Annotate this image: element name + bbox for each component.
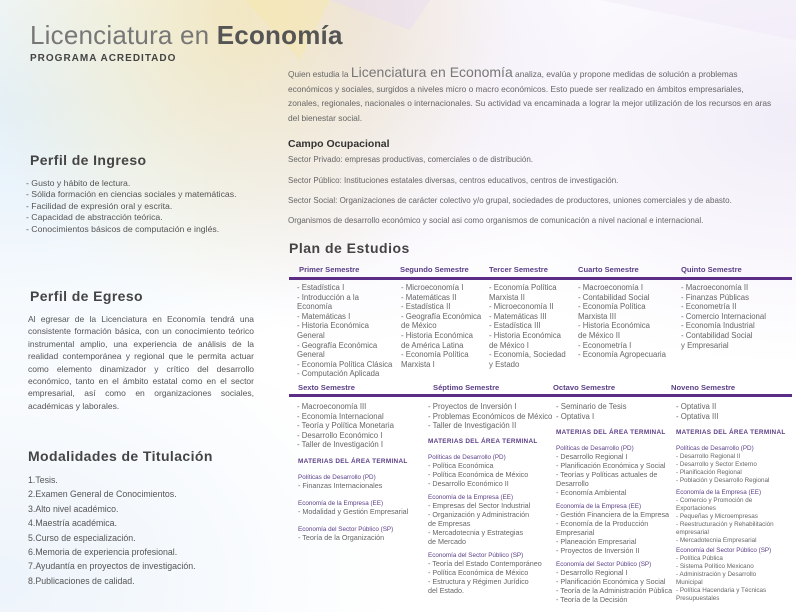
list-item: - Taller de Investigación II [428, 421, 517, 431]
campo-title: Campo Ocupacional [288, 138, 390, 150]
egreso-paragraph: Al egresar de la Licenciatura en Economía tendrá una consistente formación básica, con un conocimiento teórico instrumental amplio, una experiencia de análisis de la realidad contemporánea y regional que le permita actuar como elemento dinamizador y crítico del desarrollo económico, tanto en el ámbito estatal como en el sector empresarial, así como en organizaciones sociales, académicas y laborales. [28, 314, 254, 411]
semester-3-title: Tercer Semestre [489, 265, 548, 274]
list-item: - Mercadotecnia Empresarial [676, 537, 757, 544]
list-item: - Teoría de la Decisión [556, 594, 628, 604]
area-terminal-title: MATERIAS DEL ÁREA TERMINAL [676, 429, 786, 436]
list-item: - Optativa II [676, 402, 717, 411]
semester-8-title: Octavo Semestre [553, 383, 616, 392]
list-item: 2.Examen General de Conocimientos. [28, 489, 177, 500]
list-item: - Política Económica de México [428, 567, 529, 577]
list-item: - Economía Política Clásica [297, 359, 393, 369]
list-item: 7.Ayudantía en proyectos de investigación. [28, 561, 196, 572]
list-item: - Problemas Económicos de México [428, 411, 553, 421]
list-item: - Optativa I [556, 411, 595, 421]
list-item: - Planificación Económica y Social [556, 460, 666, 470]
list-item: 1.Tesis. [28, 475, 58, 485]
group-list [676, 497, 774, 545]
list-item: - Teoría de la Administración Pública [556, 585, 673, 595]
list-item: - Econometría I [578, 340, 632, 350]
list-item: Marxista III [578, 311, 617, 321]
list-item: Municipal [676, 579, 703, 586]
list-item: - Historia Económica [578, 321, 650, 331]
list-item: Presupuestales [676, 595, 720, 602]
list-item: - Macroeconomía II [681, 283, 749, 292]
list-item: - Microeconomía I [401, 283, 464, 292]
group-list [556, 453, 665, 498]
list-item: - Teoría de la Organización [298, 533, 385, 542]
semester-5-title: Quinto Semestre [681, 265, 742, 274]
list-item: - Población y Desarrollo Regional [676, 477, 770, 484]
group-title: Economía de la Empresa (EE) [676, 489, 762, 496]
semester-1-list [297, 283, 392, 379]
list-item: - Seminario de Tesis [556, 402, 627, 411]
list-item: - Economía Política [578, 302, 646, 312]
list-item: General [297, 330, 325, 340]
list-item: - Historia Económica [489, 330, 561, 340]
list-item: - Economía Política [489, 283, 557, 292]
list-item: - Economía Industrial [681, 321, 755, 331]
list-item: - Teoría del Estado Contemporáneo [428, 559, 542, 568]
list-item: - Finanzas Públicas [681, 292, 750, 302]
list-item: - Administración y Desarrollo [676, 571, 757, 578]
list-item: - Pequeñas y Microempresas [676, 513, 758, 520]
list-item: - Modalidad y Gestión Empresarial [298, 507, 409, 516]
list-item: - Geografía Económica [401, 311, 482, 321]
area-terminal-title: MATERIAS DEL ÁREA TERMINAL [556, 429, 666, 436]
list-item: - Desarrollo Económico II [428, 478, 509, 488]
group-title: Economía de la Empresa (EE) [298, 500, 384, 507]
semester-3-list [489, 283, 566, 369]
list-item: - Planeación Empresarial [556, 536, 637, 546]
semester-6-title: Sexto Semestre [298, 383, 355, 392]
list-item: - Política Económica [428, 461, 494, 470]
list-item: - Desarrollo Regional I [556, 568, 628, 577]
campo-item: Organismos de desarrollo económico y social asi como organismos de comunicación a nivel nacional e internacional. [288, 216, 704, 225]
semester-7-list [428, 402, 552, 431]
semester-4-list [578, 283, 666, 360]
group-list [676, 555, 766, 603]
list-item: de México I [489, 340, 529, 350]
modalidades-title: Modalidades de Titulación [28, 448, 213, 464]
list-item: - Proyectos de Inversión II [556, 545, 640, 555]
list-item: Economía [297, 302, 333, 312]
list-item: - Sistema Político Mexicano [676, 563, 754, 570]
egreso-title: Perfil de Egreso [30, 288, 143, 304]
list-item: - Gestión Financiera de la Empresa [556, 510, 670, 519]
list-item: - Microeconomía II [489, 302, 554, 312]
page-subtitle: PROGRAMA ACREDITADO [30, 53, 177, 64]
list-item: - Teorías y Políticas actuales de [556, 469, 658, 479]
group-list [428, 462, 528, 489]
campo-item: Sector Privado: empresas productivas, comerciales o de distribución. [288, 155, 533, 164]
list-item: - Empresas del Sector Industrial [428, 501, 531, 510]
group-list [676, 453, 769, 485]
list-item: de América Latina [401, 340, 464, 350]
list-item: - Estadística I [297, 283, 345, 292]
semester-2-title: Segundo Semestre [400, 265, 469, 274]
group-title: Políticas de Desarrollo (PD) [428, 454, 506, 461]
list-item: - Matemáticas I [297, 311, 351, 321]
list-item: - Economía Ambiental [556, 487, 627, 497]
list-item: - Economía Internacional [297, 411, 384, 421]
modalidades-list [28, 473, 196, 588]
list-item: - Economía Política [401, 350, 469, 360]
list-item: 5.Curso de especialización. [28, 532, 136, 543]
list-item: - Estadística III [489, 321, 541, 331]
semester-9-title: Noveno Semestre [671, 383, 736, 392]
list-item: de México II [578, 330, 621, 340]
list-item: - Macroeconomía I [578, 283, 643, 292]
list-item: - Estadística II [401, 302, 451, 312]
list-item: Exportaciones [676, 505, 716, 512]
list-item: - Contabilidad Social [578, 292, 650, 302]
list-item: de México [401, 321, 437, 331]
group-list [298, 534, 384, 543]
plan-divider [289, 277, 792, 280]
list-item: - Finanzas Internacionales [298, 481, 383, 490]
list-item: - Matemáticas III [489, 311, 547, 321]
list-item: de Mercado [428, 536, 466, 546]
group-list [298, 508, 408, 517]
semester-7-title: Séptimo Semestre [433, 383, 500, 392]
ingreso-list [26, 178, 258, 235]
list-item: Marxista II [489, 292, 525, 302]
list-item: y Empresarial [681, 340, 729, 350]
group-title: Políticas de Desarrollo (PD) [676, 445, 754, 452]
semester-1-title: Primer Semestre [299, 265, 360, 274]
semester-2-list [401, 283, 481, 369]
plan-divider [289, 394, 792, 397]
list-item: - Macroeconomía III [297, 402, 367, 411]
group-title: Economía del Sector Público (SP) [556, 561, 652, 568]
list-item: - Política Económica de México [428, 469, 529, 479]
list-item: - Planificación Regional [676, 469, 742, 476]
list-item: - Organización y Administración [428, 509, 530, 519]
list-item: - Proyectos de Inversión I [428, 402, 517, 411]
list-item: - Facilidad de expresión oral y escrita. [26, 200, 173, 211]
group-title: Políticas de Desarrollo (PD) [298, 474, 376, 481]
list-item: de Empresas [428, 518, 471, 528]
campo-item: Sector Social: Organizaciones de carácter colectivo y/o grupal, sociedades de productores, uniones comerciales y de abasto. [288, 196, 732, 205]
list-item: - Conocimientos básicos de computación e inglés. [26, 223, 220, 234]
area-terminal-title: MATERIAS DEL ÁREA TERMINAL [298, 458, 408, 465]
group-title: Políticas de Desarrollo (PD) [556, 445, 634, 452]
list-item: - Optativa III [676, 411, 719, 421]
group-list [428, 560, 542, 596]
list-item: Marxista I [401, 359, 435, 369]
semester-8-list [556, 402, 627, 421]
intro-paragraph: Quien estudia la Licenciatura en Economía analiza, evalúa y propone medidas de solución a problemas económicos y sociales, surgidos a niveles micro o macro económicos. Esto puede ser realizado en ámbitos empresariales, zonales, regionales, nacionales o internacionales. Su actividad va encaminada a lograr la mejor utilización de los recursos en aras del bienestar social. [288, 64, 772, 123]
campo-item: Sector Público: Instituciones estatales diversas, centros educativos, centros de investigación. [288, 176, 619, 185]
list-item: Empresarial [556, 527, 595, 537]
list-item: - Política Hacendaria y Técnicas [676, 587, 767, 594]
list-item: - Desarrollo Económico I [297, 430, 383, 440]
list-item: - Comercio y Promoción de [676, 497, 753, 504]
list-item: - Sólida formación en ciencias sociales y matemáticas. [26, 189, 237, 200]
list-item: - Historia Económica [401, 330, 473, 340]
group-list [556, 511, 669, 556]
group-list [428, 502, 530, 547]
list-item: Desarrollo [556, 478, 589, 488]
list-item: - Desarrollo Regional II [676, 453, 741, 460]
semester-4-title: Cuarto Semestre [578, 265, 639, 274]
group-list [556, 569, 672, 605]
semester-9-list [676, 402, 718, 421]
list-item: - Desarrollo Regional I [556, 452, 628, 461]
plan-title: Plan de Estudios [289, 240, 410, 256]
list-item: del Estado. [428, 585, 464, 595]
list-item: - Gusto y hábito de lectura. [26, 178, 131, 188]
list-item: - Taller de Investigación I [297, 440, 384, 450]
list-item: 3.Alto nivel académico. [28, 503, 119, 514]
semester-5-list [681, 283, 766, 350]
list-item: - Historia Económica [297, 321, 369, 331]
group-title: Economía de la Empresa (EE) [428, 494, 514, 501]
list-item: y Estado [489, 359, 520, 369]
list-item: - Reestructuración y Rehabilitación [676, 521, 774, 528]
list-item: - Mercadotecnia y Estrategias [428, 527, 524, 537]
list-item: - Planificación Económica y Social [556, 576, 666, 586]
list-item: - Capacidad de abstracción teórica. [26, 212, 163, 223]
list-item: - Computación Aplicada [297, 369, 380, 379]
group-title: Economía del Sector Público (SP) [428, 552, 524, 559]
group-list [298, 482, 382, 491]
list-item: - Contabilidad Social [681, 330, 753, 340]
group-title: Economía de la Empresa (EE) [556, 503, 642, 510]
list-item: - Matemáticas II [401, 292, 457, 302]
list-item: - Economía Agropecuaria [578, 350, 666, 360]
list-item: - Comercio Internacional [681, 311, 766, 321]
list-item: empresarial [676, 529, 709, 536]
list-item: - Economía, Sociedad [489, 350, 566, 360]
page-title: Licenciatura en Economía [30, 20, 343, 50]
list-item: General [297, 350, 325, 360]
list-item: - Desarrollo y Sector Externo [676, 461, 757, 468]
list-item: 8.Publicaciones de calidad. [28, 575, 135, 586]
list-item: - Econometría II [681, 302, 737, 312]
list-item: 4.Maestría académica. [28, 518, 117, 529]
semester-6-list [297, 402, 394, 450]
list-item: - Economía de la Producción [556, 518, 649, 528]
list-item: - Introducción a la [297, 292, 359, 302]
list-item: 6.Memoria de experiencia profesional. [28, 547, 178, 558]
list-item: - Geografía Económica [297, 340, 378, 350]
area-terminal-title: MATERIAS DEL ÁREA TERMINAL [428, 438, 538, 445]
ingreso-title: Perfil de Ingreso [30, 152, 147, 168]
group-title: Economía del Sector Público (SP) [676, 547, 772, 554]
list-item: - Estructura y Régimen Jurídico [428, 576, 529, 586]
list-item: - Política Pública [676, 555, 723, 562]
group-title: Economía del Sector Público (SP) [298, 526, 394, 533]
list-item: - Teoría y Política Monetaria [297, 421, 394, 431]
